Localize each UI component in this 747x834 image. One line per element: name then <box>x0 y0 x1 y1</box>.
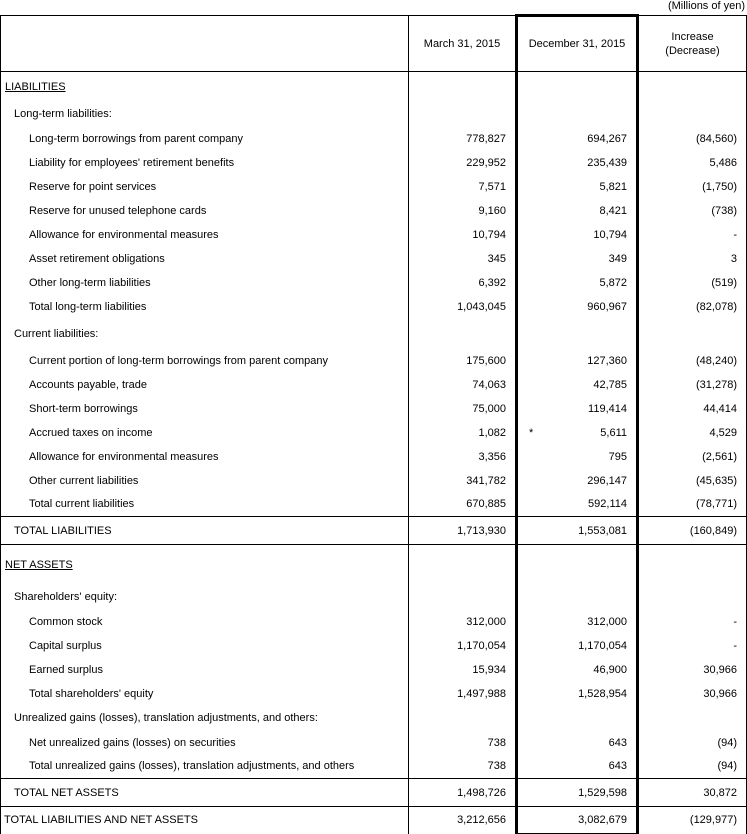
value-december-2015 <box>517 72 638 102</box>
table-row <box>1 421 747 445</box>
value-increase-decrease <box>638 421 747 445</box>
row-label-text: Long-term liabilities: <box>14 108 112 120</box>
value-increase-decrease <box>638 469 747 493</box>
row-label <box>1 610 409 634</box>
value-december-2015 <box>517 295 638 319</box>
row-label <box>1 634 409 658</box>
value-december-2015-text: 960,967 <box>587 300 627 313</box>
value-increase-decrease-text: 4,529 <box>709 426 737 439</box>
table-header-row <box>1 16 747 72</box>
value-increase-decrease-text: (1,750) <box>702 180 737 193</box>
value-increase-decrease-text: - <box>733 615 737 628</box>
value-march-2015-text: 10,794 <box>472 228 506 241</box>
column-header-december-2015: December 31, 2015 <box>517 16 638 72</box>
value-increase-decrease <box>638 610 747 634</box>
value-december-2015-text: 235,439 <box>587 156 627 169</box>
value-december-2015 <box>517 493 638 517</box>
row-label-text: Allowance for environmental measures <box>29 450 219 463</box>
row-label <box>1 295 409 319</box>
value-december-2015-text: 1,170,054 <box>578 639 627 652</box>
value-increase-decrease <box>638 295 747 319</box>
value-december-2015 <box>517 421 638 445</box>
row-label <box>1 779 409 807</box>
value-increase-decrease-text: - <box>733 228 737 241</box>
value-increase-decrease <box>638 779 747 807</box>
table-row <box>1 247 747 271</box>
row-label <box>1 175 409 199</box>
row-label-text: Current portion of long-term borrowings from parent company <box>29 354 328 367</box>
value-march-2015-text: 15,934 <box>472 663 506 676</box>
table-row <box>1 755 747 779</box>
row-label-text: Current liabilities: <box>14 327 99 340</box>
value-march-2015-text: 1,170,054 <box>457 639 506 652</box>
value-december-2015-text: 795 <box>608 450 627 463</box>
table-row <box>1 151 747 175</box>
value-march-2015 <box>409 271 517 295</box>
column-header-march-2015: March 31, 2015 <box>409 16 517 72</box>
value-march-2015 <box>409 755 517 779</box>
value-increase-decrease-text: (78,771) <box>696 498 737 511</box>
value-increase-decrease-text: (160,849) <box>689 524 737 537</box>
value-march-2015-text: 75,000 <box>472 402 506 415</box>
value-december-2015 <box>517 397 638 421</box>
row-label-text: Asset retirement obligations <box>29 252 165 265</box>
row-label-text: Common stock <box>29 615 103 628</box>
value-increase-decrease <box>638 223 747 247</box>
value-increase-decrease <box>638 349 747 373</box>
value-march-2015 <box>409 469 517 493</box>
value-increase-decrease <box>638 545 747 585</box>
value-march-2015 <box>409 72 517 102</box>
row-label <box>1 545 409 585</box>
value-increase-decrease-text: 3 <box>730 252 737 265</box>
value-increase-decrease <box>638 397 747 421</box>
value-december-2015-text: 1,529,598 <box>578 786 627 799</box>
value-increase-decrease <box>638 755 747 779</box>
value-march-2015 <box>409 295 517 319</box>
row-label-text: LIABILITIES <box>5 80 66 93</box>
table-row <box>1 545 747 585</box>
value-december-2015-text: 10,794 <box>593 228 627 241</box>
row-label <box>1 349 409 373</box>
row-label-text: Total unrealized gains (losses), translation adjustments, and others <box>29 760 355 773</box>
table-row <box>1 397 747 421</box>
value-increase-decrease-text: (2,561) <box>702 450 737 463</box>
value-march-2015-text: 738 <box>487 736 506 749</box>
value-march-2015-text: 1,043,045 <box>457 300 506 313</box>
value-increase-decrease-text: (519) <box>711 276 737 289</box>
row-label <box>1 469 409 493</box>
value-march-2015-text: 9,160 <box>478 204 506 217</box>
value-increase-decrease <box>638 247 747 271</box>
value-march-2015 <box>409 610 517 634</box>
value-march-2015-text: 1,497,988 <box>457 687 506 700</box>
value-march-2015 <box>409 247 517 271</box>
value-december-2015-text: 592,114 <box>588 498 627 511</box>
value-increase-decrease <box>638 807 747 834</box>
value-march-2015 <box>409 421 517 445</box>
value-december-2015 <box>517 319 638 349</box>
row-label <box>1 373 409 397</box>
value-march-2015 <box>409 706 517 731</box>
row-label <box>1 102 409 127</box>
value-march-2015-text: 3,356 <box>478 450 506 463</box>
value-december-2015-text: 127,360 <box>587 354 627 367</box>
value-increase-decrease-text: 30,872 <box>703 786 737 799</box>
value-increase-decrease <box>638 517 747 545</box>
value-increase-decrease <box>638 585 747 610</box>
value-march-2015-text: 345 <box>487 252 506 265</box>
table-row <box>1 295 747 319</box>
value-december-2015 <box>517 682 638 706</box>
value-march-2015-text: 738 <box>487 760 506 773</box>
column-header-labels <box>1 16 409 72</box>
table-row <box>1 445 747 469</box>
table-row <box>1 807 747 834</box>
row-label <box>1 493 409 517</box>
table-row <box>1 127 747 151</box>
row-label <box>1 585 409 610</box>
row-label-text: Other current liabilities <box>29 474 139 487</box>
value-increase-decrease-text: (31,278) <box>696 378 737 391</box>
value-increase-decrease-text: (84,560) <box>696 132 737 145</box>
value-december-2015 <box>517 585 638 610</box>
value-march-2015-text: 341,782 <box>466 474 506 487</box>
value-march-2015-text: 7,571 <box>478 180 506 193</box>
value-december-2015 <box>517 779 638 807</box>
value-increase-decrease-text: (48,240) <box>696 354 737 367</box>
value-december-2015 <box>517 271 638 295</box>
table-row <box>1 610 747 634</box>
value-increase-decrease-text: (738) <box>711 204 737 217</box>
value-increase-decrease-text: 5,486 <box>709 156 737 169</box>
row-label-text: Short-term borrowings <box>29 402 138 415</box>
increase-label-line1: Increase <box>671 30 714 43</box>
value-december-2015-text: 643 <box>608 736 627 749</box>
table-row <box>1 658 747 682</box>
value-march-2015 <box>409 807 517 834</box>
value-march-2015 <box>409 349 517 373</box>
value-december-2015 <box>517 755 638 779</box>
value-march-2015 <box>409 779 517 807</box>
value-december-2015 <box>517 706 638 731</box>
row-label <box>1 151 409 175</box>
value-march-2015 <box>409 151 517 175</box>
table-row <box>1 199 747 223</box>
row-label <box>1 72 409 102</box>
value-december-2015 <box>517 199 638 223</box>
value-increase-decrease-text: (94) <box>717 736 737 749</box>
value-december-2015-text: 119,414 <box>588 402 627 415</box>
value-march-2015-text: 175,600 <box>466 354 506 367</box>
table-body <box>1 72 747 834</box>
value-december-2015-text: 8,421 <box>599 204 627 217</box>
value-december-2015 <box>517 517 638 545</box>
units-note: (Millions of yen) <box>667 0 745 12</box>
value-increase-decrease <box>638 199 747 223</box>
value-december-2015-text: 1,553,081 <box>578 524 627 537</box>
value-december-2015 <box>517 445 638 469</box>
value-march-2015 <box>409 127 517 151</box>
value-december-2015-text: 5,611 <box>600 426 627 439</box>
row-label <box>1 397 409 421</box>
value-march-2015 <box>409 373 517 397</box>
value-march-2015-text: 1,498,726 <box>457 786 506 799</box>
value-increase-decrease-text: (82,078) <box>696 300 737 313</box>
value-december-2015-text: 5,872 <box>599 276 627 289</box>
value-increase-decrease-text: 30,966 <box>703 663 737 676</box>
value-march-2015 <box>409 545 517 585</box>
value-december-2015-text: 349 <box>608 252 627 265</box>
row-label <box>1 658 409 682</box>
value-december-2015-text: 1,528,954 <box>578 687 627 700</box>
value-december-2015-text: 5,821 <box>599 180 627 193</box>
table-row <box>1 493 747 517</box>
value-march-2015-text: 6,392 <box>478 276 506 289</box>
value-increase-decrease-text: - <box>733 639 737 652</box>
table-row <box>1 706 747 731</box>
value-december-2015 <box>517 807 638 834</box>
row-label-text: Total current liabilities <box>29 498 135 511</box>
row-label-text: Reserve for unused telephone cards <box>29 204 207 217</box>
value-march-2015-text: 229,952 <box>466 156 506 169</box>
row-label-text: Capital surplus <box>29 639 102 652</box>
value-march-2015-text: 1,082 <box>478 426 506 439</box>
value-march-2015-text: 670,885 <box>466 498 506 511</box>
row-label-text: TOTAL NET ASSETS <box>14 786 119 799</box>
value-increase-decrease-text: (45,635) <box>696 474 737 487</box>
value-increase-decrease <box>638 658 747 682</box>
value-december-2015-text: 42,785 <box>593 378 627 391</box>
row-label-text: Allowance for environmental measures <box>29 228 219 241</box>
row-label-text: Liability for employees' retirement benefits <box>29 156 235 169</box>
row-label-text: Total long-term liabilities <box>29 300 147 313</box>
table-row <box>1 102 747 127</box>
row-label <box>1 127 409 151</box>
row-label-text: Unrealized gains (losses), translation adjustments, and others: <box>14 712 318 724</box>
value-march-2015 <box>409 175 517 199</box>
table-row <box>1 585 747 610</box>
value-increase-decrease <box>638 72 747 102</box>
row-label-text: Total shareholders' equity <box>29 687 154 700</box>
value-december-2015 <box>517 610 638 634</box>
value-increase-decrease <box>638 151 747 175</box>
value-december-2015 <box>517 247 638 271</box>
value-december-2015-text: 296,147 <box>587 474 627 487</box>
row-label-text: Accrued taxes on income <box>29 426 153 439</box>
row-label <box>1 807 409 834</box>
value-december-2015 <box>517 223 638 247</box>
table-row <box>1 72 747 102</box>
value-increase-decrease-text: (94) <box>717 760 737 773</box>
row-label-text: Other long-term liabilities <box>29 276 151 289</box>
table-row <box>1 682 747 706</box>
row-label-text: NET ASSETS <box>5 558 73 571</box>
table-row <box>1 373 747 397</box>
value-december-2015 <box>517 175 638 199</box>
row-label <box>1 517 409 545</box>
value-increase-decrease <box>638 319 747 349</box>
value-december-2015-text: 694,267 <box>587 132 627 145</box>
value-march-2015 <box>409 319 517 349</box>
increase-label-line2: (Decrease) <box>665 44 720 57</box>
row-label <box>1 223 409 247</box>
value-march-2015 <box>409 731 517 755</box>
value-increase-decrease <box>638 127 747 151</box>
value-increase-decrease <box>638 445 747 469</box>
table-row <box>1 319 747 349</box>
value-december-2015-text: 643 <box>608 760 627 773</box>
value-december-2015 <box>517 349 638 373</box>
row-label-text: Earned surplus <box>29 663 103 676</box>
row-label <box>1 199 409 223</box>
value-december-2015 <box>517 731 638 755</box>
row-label-text: Long-term borrowings from parent company <box>29 132 243 145</box>
value-increase-decrease <box>638 634 747 658</box>
value-march-2015 <box>409 397 517 421</box>
row-label <box>1 731 409 755</box>
value-december-2015 <box>517 127 638 151</box>
value-march-2015-text: 778,827 <box>466 132 506 145</box>
value-increase-decrease-text: 30,966 <box>703 687 737 700</box>
column-header-increase-decrease <box>638 16 747 72</box>
value-increase-decrease <box>638 102 747 127</box>
row-label <box>1 247 409 271</box>
row-label <box>1 682 409 706</box>
table-row <box>1 634 747 658</box>
value-increase-decrease-text: 44,414 <box>703 402 737 415</box>
value-increase-decrease <box>638 682 747 706</box>
value-increase-decrease <box>638 706 747 731</box>
value-march-2015 <box>409 658 517 682</box>
row-label-text: Accounts payable, trade <box>29 378 148 391</box>
value-december-2015 <box>517 102 638 127</box>
row-label <box>1 421 409 445</box>
value-march-2015 <box>409 445 517 469</box>
value-march-2015 <box>409 682 517 706</box>
table-row <box>1 731 747 755</box>
row-label <box>1 271 409 295</box>
value-december-2015-text: 3,082,679 <box>578 814 627 826</box>
value-increase-decrease-text: (129,977) <box>689 814 737 827</box>
value-march-2015 <box>409 634 517 658</box>
value-march-2015-text: 1,713,930 <box>457 524 506 537</box>
value-march-2015 <box>409 493 517 517</box>
row-label-text: Net unrealized gains (losses) on securities <box>29 736 236 749</box>
value-march-2015 <box>409 517 517 545</box>
table-row <box>1 271 747 295</box>
table-row <box>1 517 747 545</box>
row-label <box>1 445 409 469</box>
value-march-2015-text: 74,063 <box>472 378 506 391</box>
value-increase-decrease <box>638 271 747 295</box>
value-increase-decrease <box>638 175 747 199</box>
value-december-2015 <box>517 151 638 175</box>
value-march-2015-text: 312,000 <box>466 615 506 628</box>
value-increase-decrease <box>638 731 747 755</box>
table-row <box>1 349 747 373</box>
value-december-2015 <box>517 373 638 397</box>
row-label-text: Shareholders' equity: <box>14 591 117 603</box>
value-december-2015 <box>517 469 638 493</box>
row-label <box>1 319 409 349</box>
value-march-2015 <box>409 199 517 223</box>
row-label <box>1 706 409 731</box>
row-label-text: TOTAL LIABILITIES AND NET ASSETS <box>4 814 198 827</box>
row-label <box>1 755 409 779</box>
table-row <box>1 779 747 807</box>
value-december-2015 <box>517 634 638 658</box>
value-december-2015 <box>517 658 638 682</box>
footnote-asterisk: * <box>529 426 534 439</box>
value-december-2015-text: 46,900 <box>593 663 627 676</box>
value-december-2015-text: 312,000 <box>587 615 627 628</box>
value-increase-decrease <box>638 493 747 517</box>
table-row <box>1 469 747 493</box>
value-march-2015-text: 3,212,656 <box>457 814 506 827</box>
financial-table <box>0 14 747 834</box>
value-march-2015 <box>409 223 517 247</box>
row-label-text: Reserve for point services <box>29 180 157 193</box>
value-increase-decrease <box>638 373 747 397</box>
value-december-2015 <box>517 545 638 585</box>
value-march-2015 <box>409 102 517 127</box>
table-row <box>1 175 747 199</box>
row-label-text: TOTAL LIABILITIES <box>14 524 112 537</box>
value-march-2015 <box>409 585 517 610</box>
table-row <box>1 223 747 247</box>
